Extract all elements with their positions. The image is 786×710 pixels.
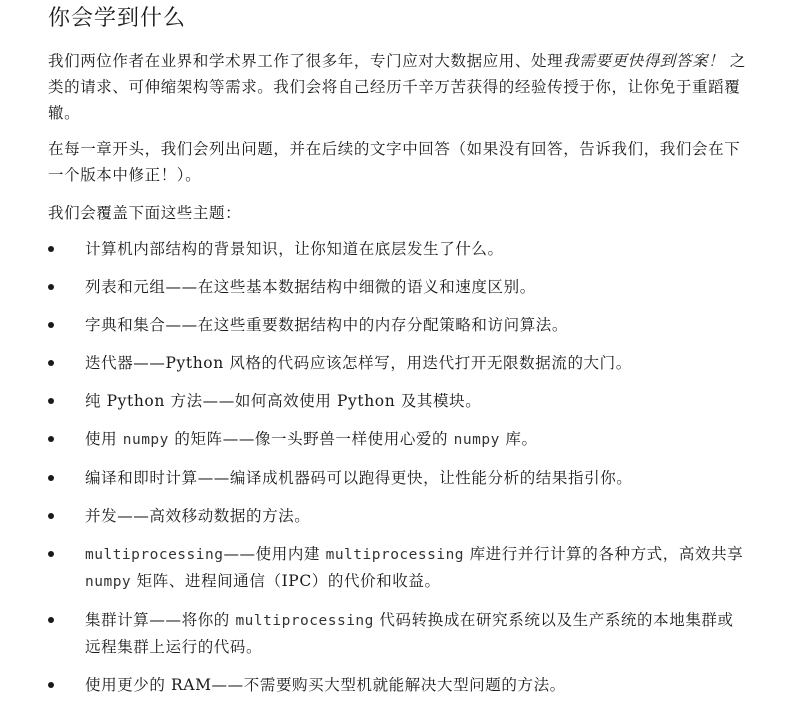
list-item: 使用更少的 RAM——不需要购买大型机就能解决大型问题的方法。 bbox=[48, 672, 748, 698]
topics-intro: 我们会覆盖下面这些主题： bbox=[48, 204, 242, 222]
bullet-icon bbox=[48, 551, 54, 557]
bullet-icon bbox=[48, 436, 54, 442]
intro-text-2: 之类的请求、可伸缩架构等需求。我们会将自己经历千辛万苦获得的经验传授于你，让你免于重蹈覆辙。 bbox=[48, 52, 746, 122]
code-term: numpy bbox=[453, 432, 500, 448]
intro-text-1: 我们两位作者在业界和学术界工作了很多年，专门应对大数据应用、处理 bbox=[48, 52, 564, 70]
code-term: multiprocessing bbox=[235, 613, 374, 629]
list-item: 编译和即时计算——编译成机器码可以跑得更快，让性能分析的结果指引你。 bbox=[48, 465, 748, 491]
list-item: 并发——高效移动数据的方法。 bbox=[48, 503, 748, 529]
questions-paragraph: 在每一章开头，我们会列出问题，并在后续的文字中回答（如果没有回答，告诉我们，我们会在下一个版本中修正！）。 bbox=[48, 140, 741, 184]
code-term: multiprocessing bbox=[85, 547, 224, 563]
intro-italic-quote: 我需要更快得到答案！ bbox=[563, 52, 725, 70]
code-term: numpy bbox=[85, 574, 132, 590]
bullet-icon bbox=[48, 322, 54, 328]
bullet-icon bbox=[48, 617, 54, 623]
list-item: 集群计算——将你的 multiprocessing 代码转换成在研究系统以及生产系统的本地集群或远程集群上运行的代码。 bbox=[48, 607, 748, 660]
list-item: multiprocessing——使用内建 multiprocessing 库进行并行计算的各种方式，高效共享 numpy 矩阵、进程间通信（IPC）的代价和收益。 bbox=[48, 541, 748, 595]
bullet-icon bbox=[48, 682, 54, 688]
list-item: 迭代器——Python 风格的代码应该怎样写，用迭代打开无限数据流的大门。 bbox=[48, 350, 748, 376]
list-item: 计算机内部结构的背景知识，让你知道在底层发生了什么。 bbox=[48, 236, 748, 262]
list-item: 纯 Python 方法——如何高效使用 Python 及其模块。 bbox=[48, 388, 748, 414]
bullet-icon bbox=[48, 398, 54, 404]
list-item: 列表和元组——在这些基本数据结构中细微的语义和速度区别。 bbox=[48, 274, 748, 300]
bullet-icon bbox=[48, 513, 54, 519]
list-item: 使用 numpy 的矩阵——像一头野兽一样使用心爱的 numpy 库。 bbox=[48, 426, 748, 453]
document-page bbox=[48, 0, 748, 710]
code-term: multiprocessing bbox=[325, 547, 465, 563]
bullet-icon bbox=[48, 246, 54, 252]
section-heading: 你会学到什么 bbox=[48, 6, 187, 31]
bullet-icon bbox=[48, 284, 54, 290]
intro-paragraph bbox=[48, 48, 748, 126]
code-term: numpy bbox=[122, 432, 169, 448]
topics-list bbox=[48, 236, 748, 698]
bullet-icon bbox=[48, 475, 54, 481]
list-item: 字典和集合——在这些重要数据结构中的内存分配策略和访问算法。 bbox=[48, 312, 748, 338]
bullet-icon bbox=[48, 360, 54, 366]
